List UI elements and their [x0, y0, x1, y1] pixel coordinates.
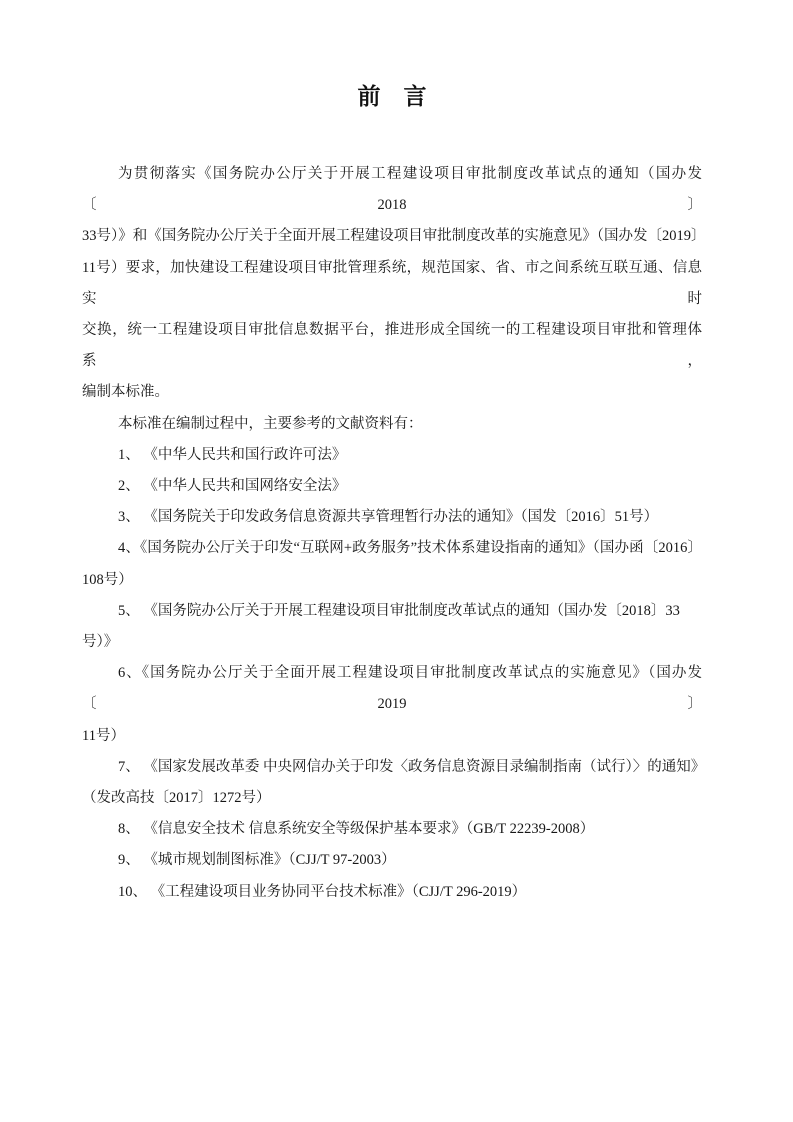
intro-line-2: 33号）》和《国务院办公厅关于全面开展工程建设项目审批制度改革的实施意见》（国办发〔2019〕: [82, 228, 706, 245]
page-title: 前 言: [357, 83, 427, 109]
reference-4-line-1: 4、《国务院办公厅关于印发“互联网+政务服务”技术体系建设指南的通知》（国办函〔2016〕: [118, 540, 702, 557]
intro-line-4: 交换，统一工程建设项目审批信息数据平台，推进形成全国统一的工程建设项目审批和管理体系，: [82, 322, 702, 370]
intro-line-3: 11号）要求，加快建设工程建设项目审批管理系统，规范国家、省、市之间系统互联互通、信息实时: [82, 259, 702, 307]
reference-7-line-2: （发改高技〔2017〕1272号）: [82, 790, 271, 807]
lead-line: 本标准在编制过程中，主要参考的文献资料有：: [118, 415, 423, 432]
reference-7-line-1: 7、 《国家发展改革委 中央网信办关于印发〈政务信息资源目录编制指南（试行）〉的通知》: [118, 758, 706, 775]
reference-4-line-2: 108号）: [82, 571, 133, 588]
reference-6-line-1: 6、《国务院办公厅关于全面开展工程建设项目审批制度改革试点的实施意见》（国办发〔2019〕: [82, 665, 702, 713]
reference-10: 10、 《工程建设项目业务协同平台技术标准》（CJJ/T 296-2019）: [118, 883, 527, 900]
intro-line-1: 为贯彻落实《国务院办公厅关于开展工程建设项目审批制度改革试点的通知（国办发〔2018〕: [82, 166, 702, 214]
reference-5: 5、 《国务院办公厅关于开展工程建设项目审批制度改革试点的通知（国办发〔2018〕33号）》: [82, 602, 680, 651]
intro-line-5: 编制本标准。: [82, 384, 169, 401]
document-content: [82, 83, 706, 908]
reference-2: 2、 《中华人民共和国网络安全法》: [118, 478, 347, 495]
reference-9: 9、 《城市规划制图标准》（CJJ/T 97-2003）: [118, 852, 396, 869]
reference-3: 3、 《国务院关于印发政务信息资源共享管理暂行办法的通知》（国发〔2016〕51号）: [118, 509, 659, 526]
reference-6-line-2: 11号）: [82, 727, 125, 744]
reference-1: 1、 《中华人民共和国行政许可法》: [118, 446, 347, 463]
reference-8: 8、 《信息安全技术 信息系统安全等级保护基本要求》（GB/T 22239-2008）: [118, 821, 595, 838]
